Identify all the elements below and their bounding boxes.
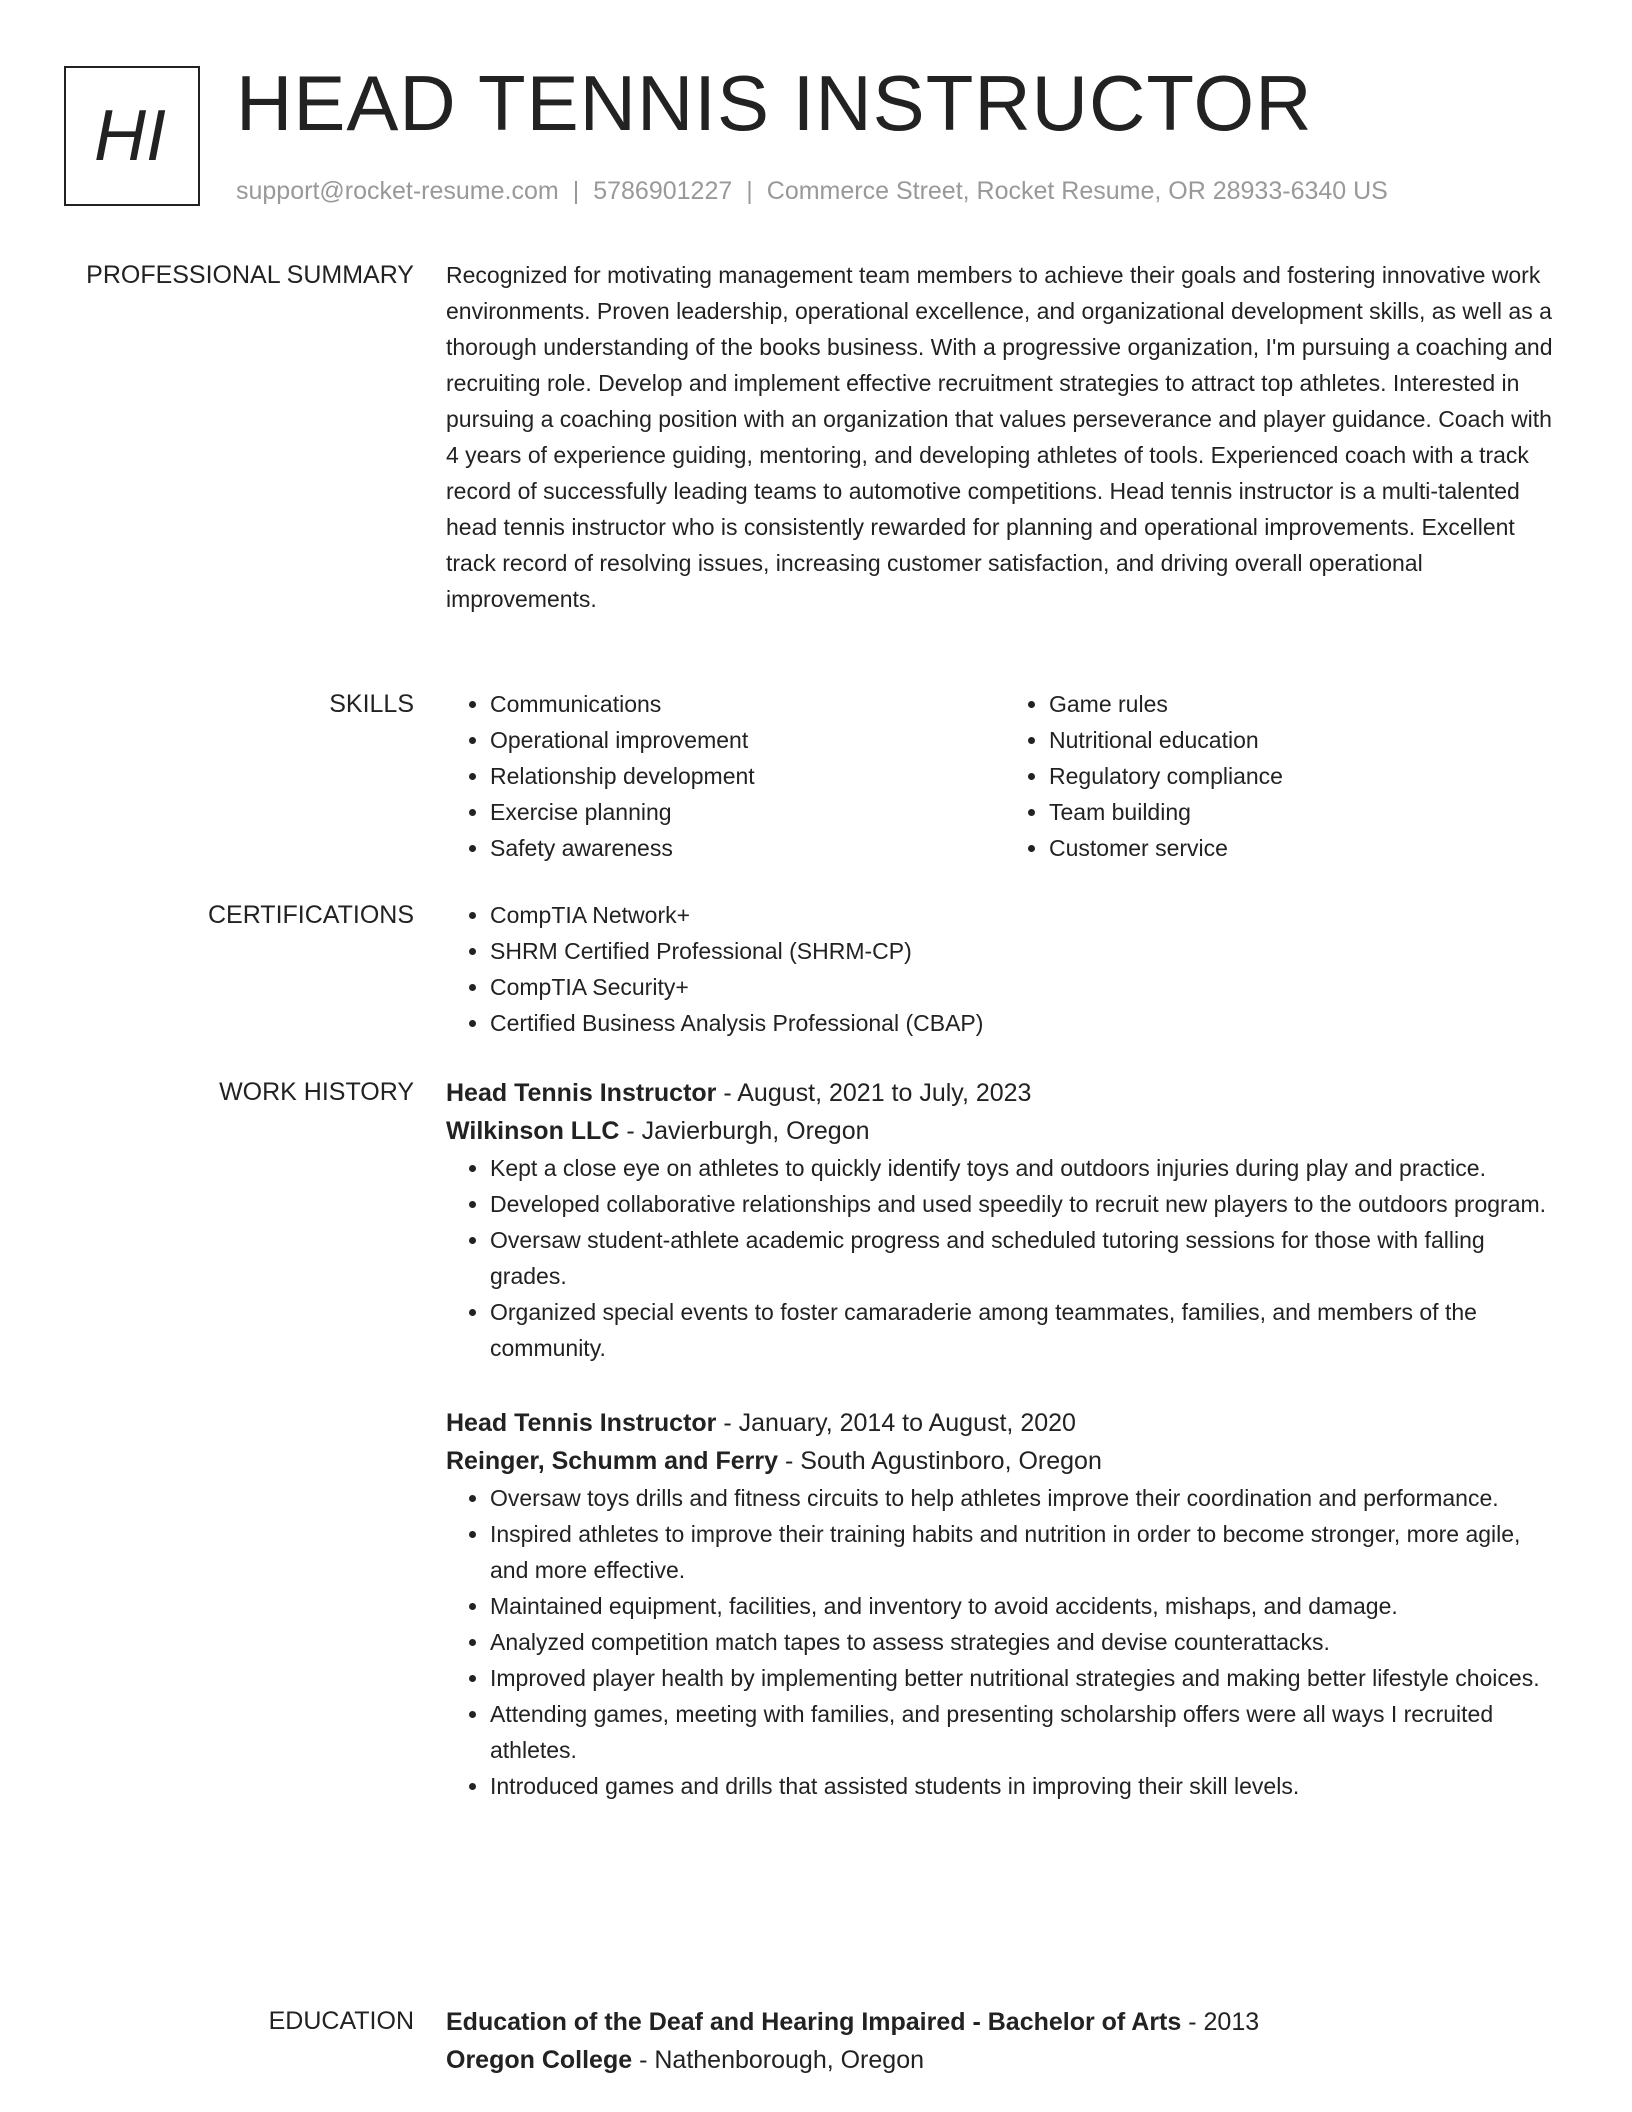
skill-item: • Team building [1049, 794, 1564, 830]
job-dates: - August, 2021 to July, 2023 [716, 1079, 1032, 1107]
work-history-heading: WORK HISTORY [219, 1078, 414, 1106]
skills-column-right [1005, 686, 1564, 866]
contact-separator: | [572, 177, 580, 205]
contact-line [236, 174, 1388, 208]
degree-line [446, 2003, 1564, 2041]
certification-item: • CompTIA Network+ [490, 897, 1564, 933]
skill-item: • Relationship development [490, 758, 1005, 794]
skills-heading: SKILLS [329, 690, 414, 718]
job-location: - Javierburgh, Oregon [619, 1117, 870, 1145]
job-company-line [446, 1112, 1564, 1150]
job-dates: - January, 2014 to August, 2020 [716, 1409, 1076, 1437]
skill-item: • Operational improvement [490, 722, 1005, 758]
job-title: Head Tennis Instructor [446, 1079, 717, 1107]
skill-item: • Nutritional education [1049, 722, 1564, 758]
certification-item: • CompTIA Security+ [490, 969, 1564, 1005]
skill-item: • Exercise planning [490, 794, 1005, 830]
job-title: Head Tennis Instructor [446, 1409, 717, 1437]
certification-item: • SHRM Certified Professional (SHRM-CP) [490, 933, 1564, 969]
contact-email: support@rocket-resume.com [236, 177, 559, 205]
resume-title: HEAD TENNIS INSTRUCTOR [236, 59, 1313, 147]
skill-item: • Communications [490, 686, 1005, 722]
degree-name: Education of the Deaf and Hearing Impaired - Bachelor of Arts [446, 2008, 1182, 2036]
skill-item: • Customer service [1049, 830, 1564, 866]
skills-list [446, 686, 1564, 866]
job-duty: • Kept a close eye on athletes to quickly identify toys and outdoors injuries during play and practice. [490, 1150, 1564, 1186]
monogram-badge [64, 66, 200, 206]
job-company-line [446, 1442, 1564, 1480]
job-location: - South Agustinboro, Oregon [778, 1447, 1102, 1475]
certifications-list [446, 897, 1564, 1041]
education-heading: EDUCATION [268, 2007, 414, 2035]
job-duties [446, 1480, 1564, 1804]
summary-heading: PROFESSIONAL SUMMARY [86, 261, 414, 289]
school-location: - Nathenborough, Oregon [632, 2046, 924, 2074]
job-entry [446, 1074, 1564, 1366]
certifications-heading: CERTIFICATIONS [207, 901, 414, 929]
contact-phone: 5786901227 [593, 177, 733, 205]
work-history-body [446, 1074, 1564, 1804]
certification-item: • Certified Business Analysis Professional (CBAP) [490, 1005, 1564, 1041]
job-company: Reinger, Schumm and Ferry [446, 1447, 779, 1475]
job-duties [446, 1150, 1564, 1366]
job-duty: • Improved player health by implementing better nutritional strategies and making better lifestyle choices. [490, 1660, 1564, 1696]
degree-year: - 2013 [1181, 2008, 1260, 2036]
job-duty: • Attending games, meeting with families, and presenting scholarship offers were all ways I recruited athletes. [490, 1696, 1564, 1768]
contact-separator: | [746, 177, 753, 205]
summary-text: Recognized for motivating management team members to achieve their goals and fostering innovative work environments. Proven leadership, operational excellence, and organizational development skills, as well as a thorough understanding of the books business. With a progressive organization, I'm pursuing a coaching and recruiting role. Develop and implement effective recruitment strategies to attract top athletes. Interested in pursuing a coaching position with an organization that values perseverance and player guidance. Coach with 4 years of experience guiding, mentoring, and developing athletes of tools. Experienced coach with a track record of successfully leading teams to automotive competitions. Head tennis instructor is a multi-talented head tennis instructor who is consistently rewarded for planning and operational improvements. Excellent track record of resolving issues, increasing customer satisfaction, and driving overall operational improvements. [446, 262, 1553, 612]
job-title-line [446, 1074, 1564, 1112]
job-title-line [446, 1404, 1564, 1442]
job-duty: • Oversaw toys drills and fitness circuits to help athletes improve their coordination and performance. [490, 1480, 1564, 1516]
skills-column-left [446, 686, 1005, 866]
monogram-initials: HI [94, 96, 166, 176]
job-duty: • Introduced games and drills that assisted students in improving their skill levels. [490, 1768, 1564, 1804]
job-company: Wilkinson LLC [446, 1117, 620, 1145]
job-duty: • Organized special events to foster camaraderie among teammates, families, and members of the community. [490, 1294, 1564, 1366]
school-name: Oregon College [446, 2046, 633, 2074]
job-entry [446, 1404, 1564, 1804]
job-duty: • Developed collaborative relationships and used speedily to recruit new players to the outdoors program. [490, 1186, 1564, 1222]
job-duty: • Analyzed competition match tapes to assess strategies and devise counterattacks. [490, 1624, 1564, 1660]
job-duty: • Maintained equipment, facilities, and inventory to avoid accidents, mishaps, and damage. [490, 1588, 1564, 1624]
contact-address: Commerce Street, Rocket Resume, OR 28933-6340 US [766, 177, 1388, 205]
skill-item: • Safety awareness [490, 830, 1005, 866]
job-duty: • Oversaw student-athlete academic progress and scheduled tutoring sessions for those with falling grades. [490, 1222, 1564, 1294]
skill-item: • Regulatory compliance [1049, 758, 1564, 794]
school-line [446, 2041, 1564, 2079]
skill-item: • Game rules [1049, 686, 1564, 722]
education-body [446, 2003, 1564, 2079]
job-duty: • Inspired athletes to improve their training habits and nutrition in order to become stronger, more agile, and more effective. [490, 1516, 1564, 1588]
